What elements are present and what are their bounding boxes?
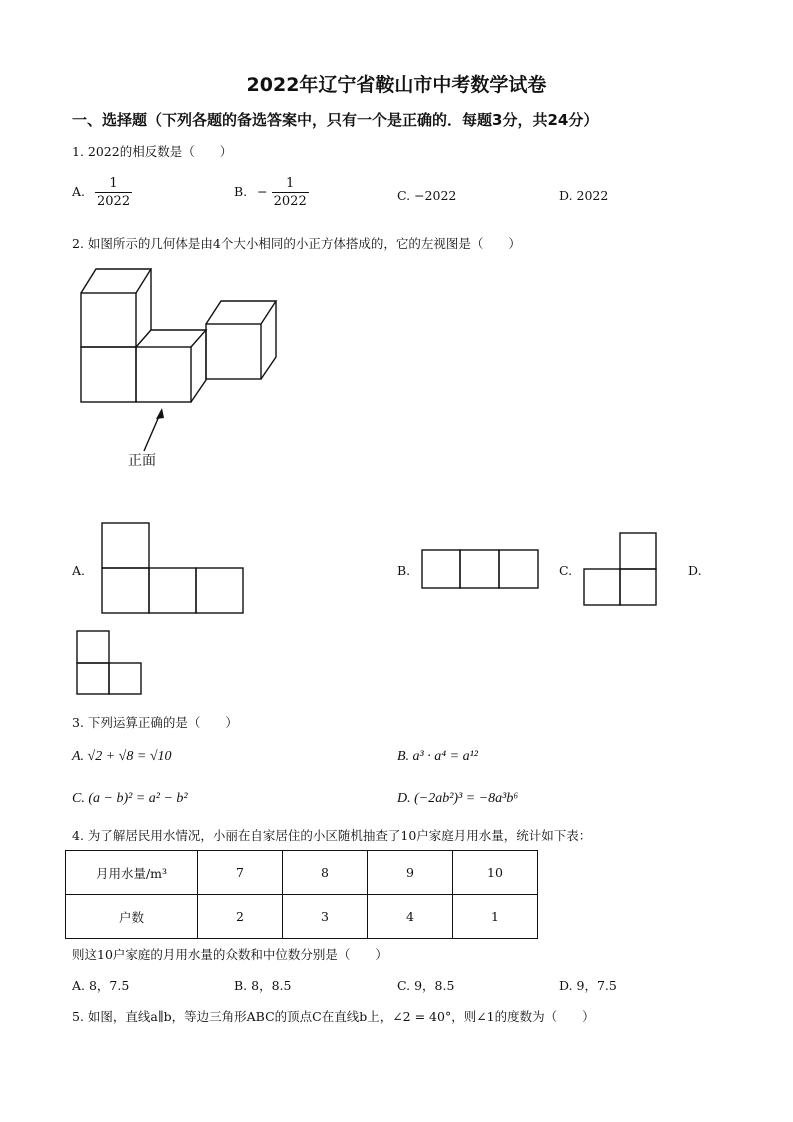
option-b-figure <box>421 549 541 591</box>
question-5-stem: 5. 如图，直线a∥b，等边三角形ABC的顶点C在直线b上，∠2 = 40°，则∠1的度数为（ ） <box>72 1009 595 1024</box>
table-row <box>66 895 538 939</box>
fraction <box>272 176 309 209</box>
question-1-option-d: D. 2022 <box>559 188 609 203</box>
fraction <box>95 176 132 209</box>
water-usage-table <box>65 850 538 939</box>
table-cell: 4 <box>368 895 453 939</box>
table-header-cell: 月用水量/m³ <box>66 851 198 895</box>
question-2-option-c-label: C. <box>559 563 573 578</box>
table-row <box>66 851 538 895</box>
question-3-option-a: A. √2 + √8 = √10 <box>72 749 172 764</box>
fraction-numerator: 1 <box>272 176 309 193</box>
question-2-option-b-label: B. <box>397 563 411 578</box>
table-cell: 10 <box>453 851 538 895</box>
option-c-figure <box>582 532 660 608</box>
question-1-option-c: C. −2022 <box>397 188 457 203</box>
option-a-figure <box>100 522 246 616</box>
question-1-stem: 1. 2022的相反数是（ ） <box>72 144 233 159</box>
table-cell: 1 <box>453 895 538 939</box>
fraction-denominator: 2022 <box>97 194 131 209</box>
option-d-figure <box>76 630 144 696</box>
section-heading: 一、选择题（下列各题的备选答案中，只有一个是正确的．每题3分，共24分） <box>72 111 599 129</box>
option-b-label: B. <box>234 184 248 199</box>
question-3-option-d: D. (−2ab²)³ = −8a³b⁶ <box>397 791 519 806</box>
table-cell: 2 <box>198 895 283 939</box>
table-header-cell: 户数 <box>66 895 198 939</box>
fraction-numerator: 1 <box>95 176 132 193</box>
table-cell: 7 <box>198 851 283 895</box>
table-cell: 3 <box>283 895 368 939</box>
question-4-follow: 则这10户家庭的月用水量的众数和中位数分别是（ ） <box>72 947 388 962</box>
page-title: 2022年辽宁省鞍山市中考数学试卷 <box>246 74 547 96</box>
front-label: 正面 <box>128 453 156 469</box>
question-2-option-d-label: D. <box>688 563 702 578</box>
question-3-option-c: C. (a − b)² = a² − b² <box>72 791 188 806</box>
question-1-option-b <box>234 176 309 209</box>
option-a-label: A. <box>72 184 86 199</box>
question-3-stem: 3. 下列运算正确的是（ ） <box>72 715 238 730</box>
question-1-option-a <box>72 176 132 209</box>
question-4-option-d: D. 9，7.5 <box>559 978 617 993</box>
question-4-option-b: B. 8，8.5 <box>234 978 292 993</box>
cube-solid-figure <box>76 262 286 477</box>
fraction-denominator: 2022 <box>273 194 307 209</box>
question-2-stem: 2. 如图所示的几何体是由4个大小相同的小正方体搭成的，它的左视图是（ ） <box>72 236 521 251</box>
question-4-option-c: C. 9，8.5 <box>397 978 455 993</box>
table-cell: 8 <box>283 851 368 895</box>
question-4-stem: 4. 为了解居民用水情况，小丽在自家居住的小区随机抽查了10户家庭月用水量，统计如下表： <box>72 828 592 843</box>
question-3-option-b: B. a³ · a⁴ = a¹² <box>397 749 478 764</box>
question-2-option-a-label: A. <box>72 563 86 578</box>
question-4-option-a: A. 8，7.5 <box>72 978 130 993</box>
minus-sign: − <box>257 184 268 199</box>
table-cell: 9 <box>368 851 453 895</box>
